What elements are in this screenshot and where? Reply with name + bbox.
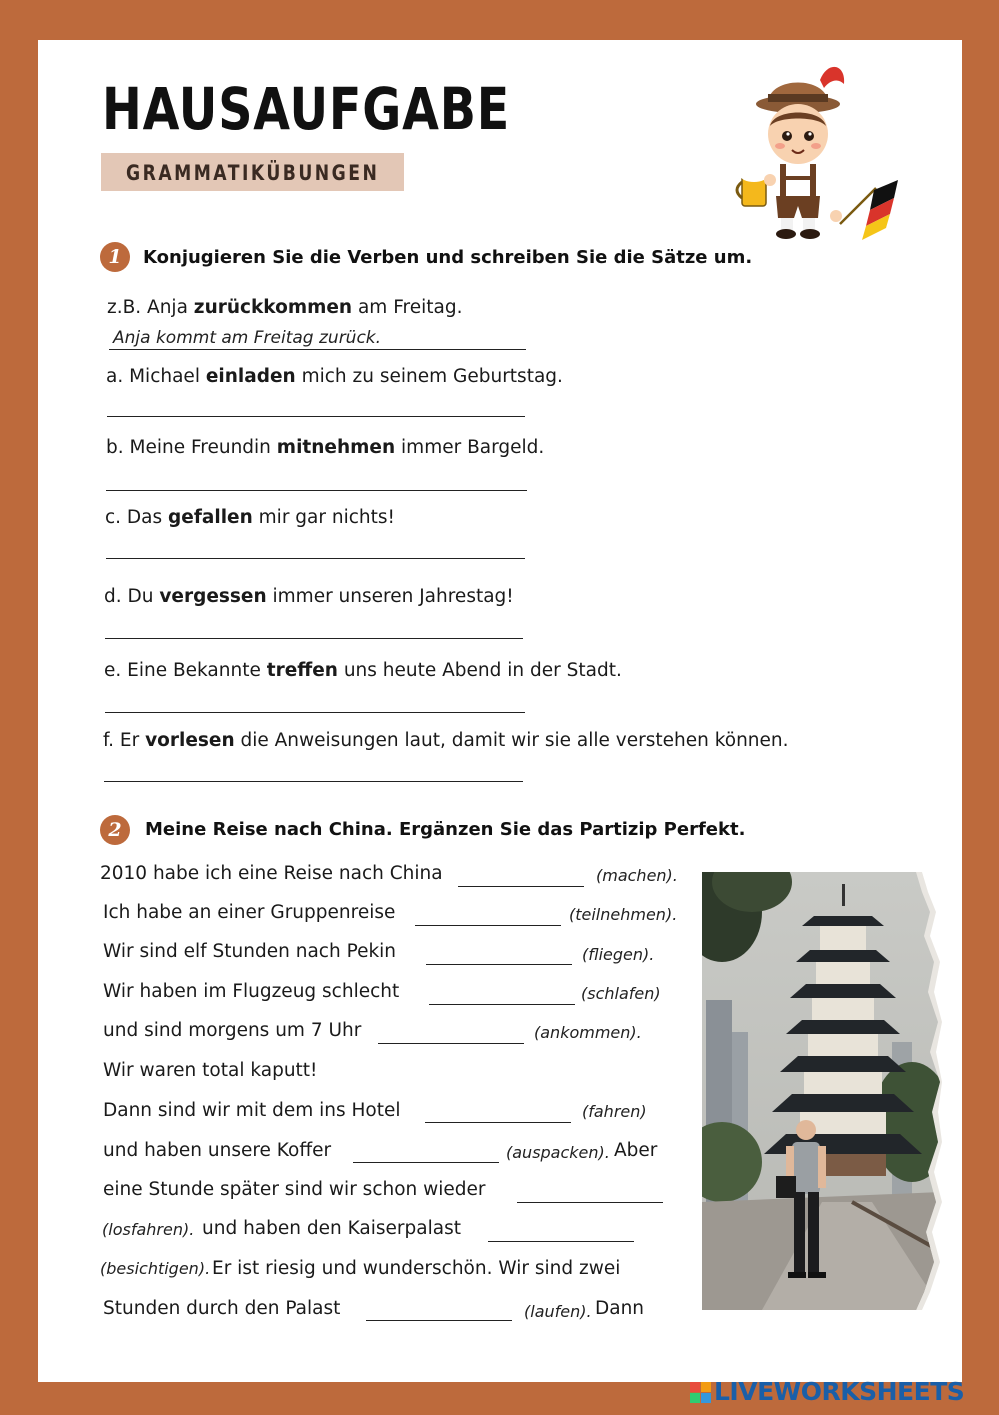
story-line-10: und haben den Kaiserpalast [202, 1218, 461, 1239]
item-a-sentence: a. Michael einladen mich zu seinem Geburtstag. [106, 366, 563, 387]
exercise-1-badge: 1 [100, 242, 130, 272]
worksheet-page [38, 40, 962, 1382]
hint-besichtigen: (besichtigen). [100, 1259, 211, 1278]
item-b-sentence: b. Meine Freundin mitnehmen immer Bargeld. [106, 437, 545, 458]
blank-fahren[interactable] [425, 1122, 571, 1123]
example-answer: Anja kommt am Freitag zurück. [113, 328, 382, 348]
story-line-4: Wir haben im Flugzeug schlecht [103, 981, 400, 1002]
story-line-8-end: Aber [614, 1140, 658, 1161]
liveworksheets-logo-icon [690, 1380, 712, 1404]
subtitle: GRAMMATIKÜBUNGEN [126, 161, 380, 185]
story-line-8: und haben unsere Koffer [103, 1140, 332, 1161]
blank-laufen[interactable] [366, 1320, 512, 1321]
hint-fahren: (fahren) [582, 1102, 647, 1121]
story-line-1: 2010 habe ich eine Reise nach China [100, 863, 443, 884]
story-line-6: Wir waren total kaputt! [103, 1060, 318, 1081]
logo-text: LIVEWORKSHEETS [714, 1377, 965, 1406]
liveworksheets-logo[interactable] [690, 1378, 964, 1406]
hint-auspacken: (auspacken). [506, 1143, 610, 1162]
hint-machen: (machen). [596, 866, 678, 885]
hint-losfahren: (losfahren). [102, 1220, 195, 1239]
hint-laufen: (laufen). [524, 1302, 592, 1321]
exercise-1-instruction: Konjugieren Sie die Verben und schreiben Sie die Sätze um. [143, 247, 753, 268]
item-e-sentence: e. Eine Bekannte treffen uns heute Abend in der Stadt. [104, 660, 622, 681]
example-sentence: z.B. Anja zurückkommen am Freitag. [107, 297, 463, 318]
blank-machen[interactable] [458, 886, 584, 887]
hint-fliegen: (fliegen). [582, 945, 655, 964]
item-c-sentence: c. Das gefallen mir gar nichts! [105, 507, 395, 528]
blank-besichtigen[interactable] [488, 1241, 634, 1242]
hint-teilnehmen: (teilnehmen). [569, 905, 678, 924]
blank-auspacken[interactable] [353, 1162, 499, 1163]
item-f-sentence: f. Er vorlesen die Anweisungen laut, damit wir sie alle verstehen können. [103, 730, 789, 751]
story-line-12-end: Dann [595, 1298, 645, 1319]
item-d-answer-field[interactable] [105, 638, 523, 639]
story-line-3: Wir sind elf Stunden nach Pekin [103, 941, 397, 962]
blank-teilnehmen[interactable] [415, 925, 561, 926]
blank-ankommen[interactable] [378, 1043, 524, 1044]
blank-schlafen[interactable] [429, 1004, 575, 1005]
story-line-11: Er ist riesig und wunderschön. Wir sind zwei [212, 1258, 621, 1279]
page-title: HAUSAUFGABE [102, 75, 511, 143]
story-line-2: Ich habe an einer Gruppenreise [103, 902, 396, 923]
story-line-7: Dann sind wir mit dem ins Hotel [103, 1100, 401, 1121]
blank-losfahren[interactable] [517, 1202, 663, 1203]
exercise-2-instruction: Meine Reise nach China. Ergänzen Sie das Partizip Perfekt. [145, 819, 746, 840]
example-answer-line [109, 349, 526, 350]
item-b-answer-field[interactable] [106, 490, 527, 491]
item-c-answer-field[interactable] [106, 558, 525, 559]
exercise-2-badge: 2 [100, 815, 130, 845]
item-f-answer-field[interactable] [104, 781, 523, 782]
item-e-answer-field[interactable] [105, 712, 525, 713]
story-line-12: Stunden durch den Palast [103, 1298, 341, 1319]
item-d-sentence: d. Du vergessen immer unseren Jahrestag! [104, 586, 514, 607]
hint-ankommen: (ankommen). [534, 1023, 642, 1042]
story-line-5: und sind morgens um 7 Uhr [103, 1020, 362, 1041]
pagoda-photo [702, 872, 942, 1310]
story-line-9: eine Stunde später sind wir schon wieder [103, 1179, 486, 1200]
item-a-answer-field[interactable] [107, 416, 525, 417]
blank-fliegen[interactable] [426, 964, 572, 965]
mascot-image [728, 56, 898, 241]
hint-schlafen: (schlafen) [581, 984, 661, 1003]
